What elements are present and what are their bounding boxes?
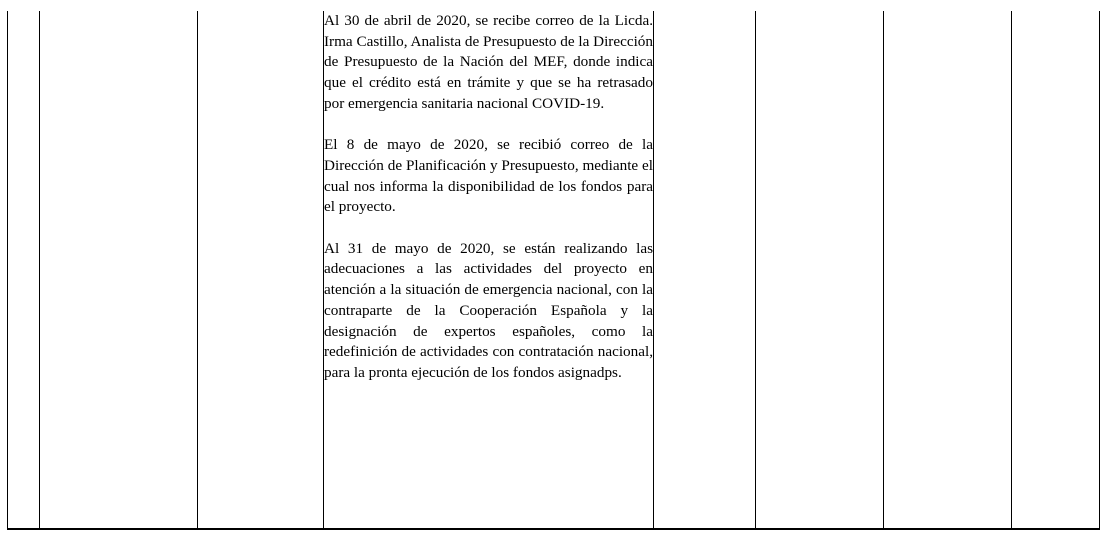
report-table bbox=[7, 11, 1100, 530]
status-paragraph-1: Al 30 de abril de 2020, se recibe correo de la Licda. Irma Castillo, Analista de Presupuesto de la Dirección de Presupuesto de la Nación del MEF, donde indica que el crédito está en trámite y que se ha retrasado por emergencia sanitaria nacional COVID-19. bbox=[324, 12, 653, 112]
table-cell-1 bbox=[8, 11, 40, 529]
table-row bbox=[8, 11, 1100, 529]
table-cell-2 bbox=[40, 11, 198, 529]
status-description-cell bbox=[324, 11, 654, 529]
table-cell-6 bbox=[756, 11, 884, 529]
table-cell-8 bbox=[1012, 11, 1100, 529]
status-paragraph-2: El 8 de mayo de 2020, se recibió correo de la Dirección de Planificación y Presupuesto, mediante el cual nos informa la disponibilidad de los fondos para el proyecto. bbox=[324, 136, 653, 216]
table-cell-3 bbox=[198, 11, 324, 529]
table-cell-7 bbox=[884, 11, 1012, 529]
table-cell-5 bbox=[654, 11, 756, 529]
status-paragraph-3: Al 31 de mayo de 2020, se están realizando las adecuaciones a las actividades del proyecto en atención a la situación de emergencia nacional, con la contraparte de la Cooperación Española y la designación de expertos españoles, como la redefinición de actividades con contratación nacional, para la pronta ejecución de los fondos asignadps. bbox=[324, 239, 653, 381]
